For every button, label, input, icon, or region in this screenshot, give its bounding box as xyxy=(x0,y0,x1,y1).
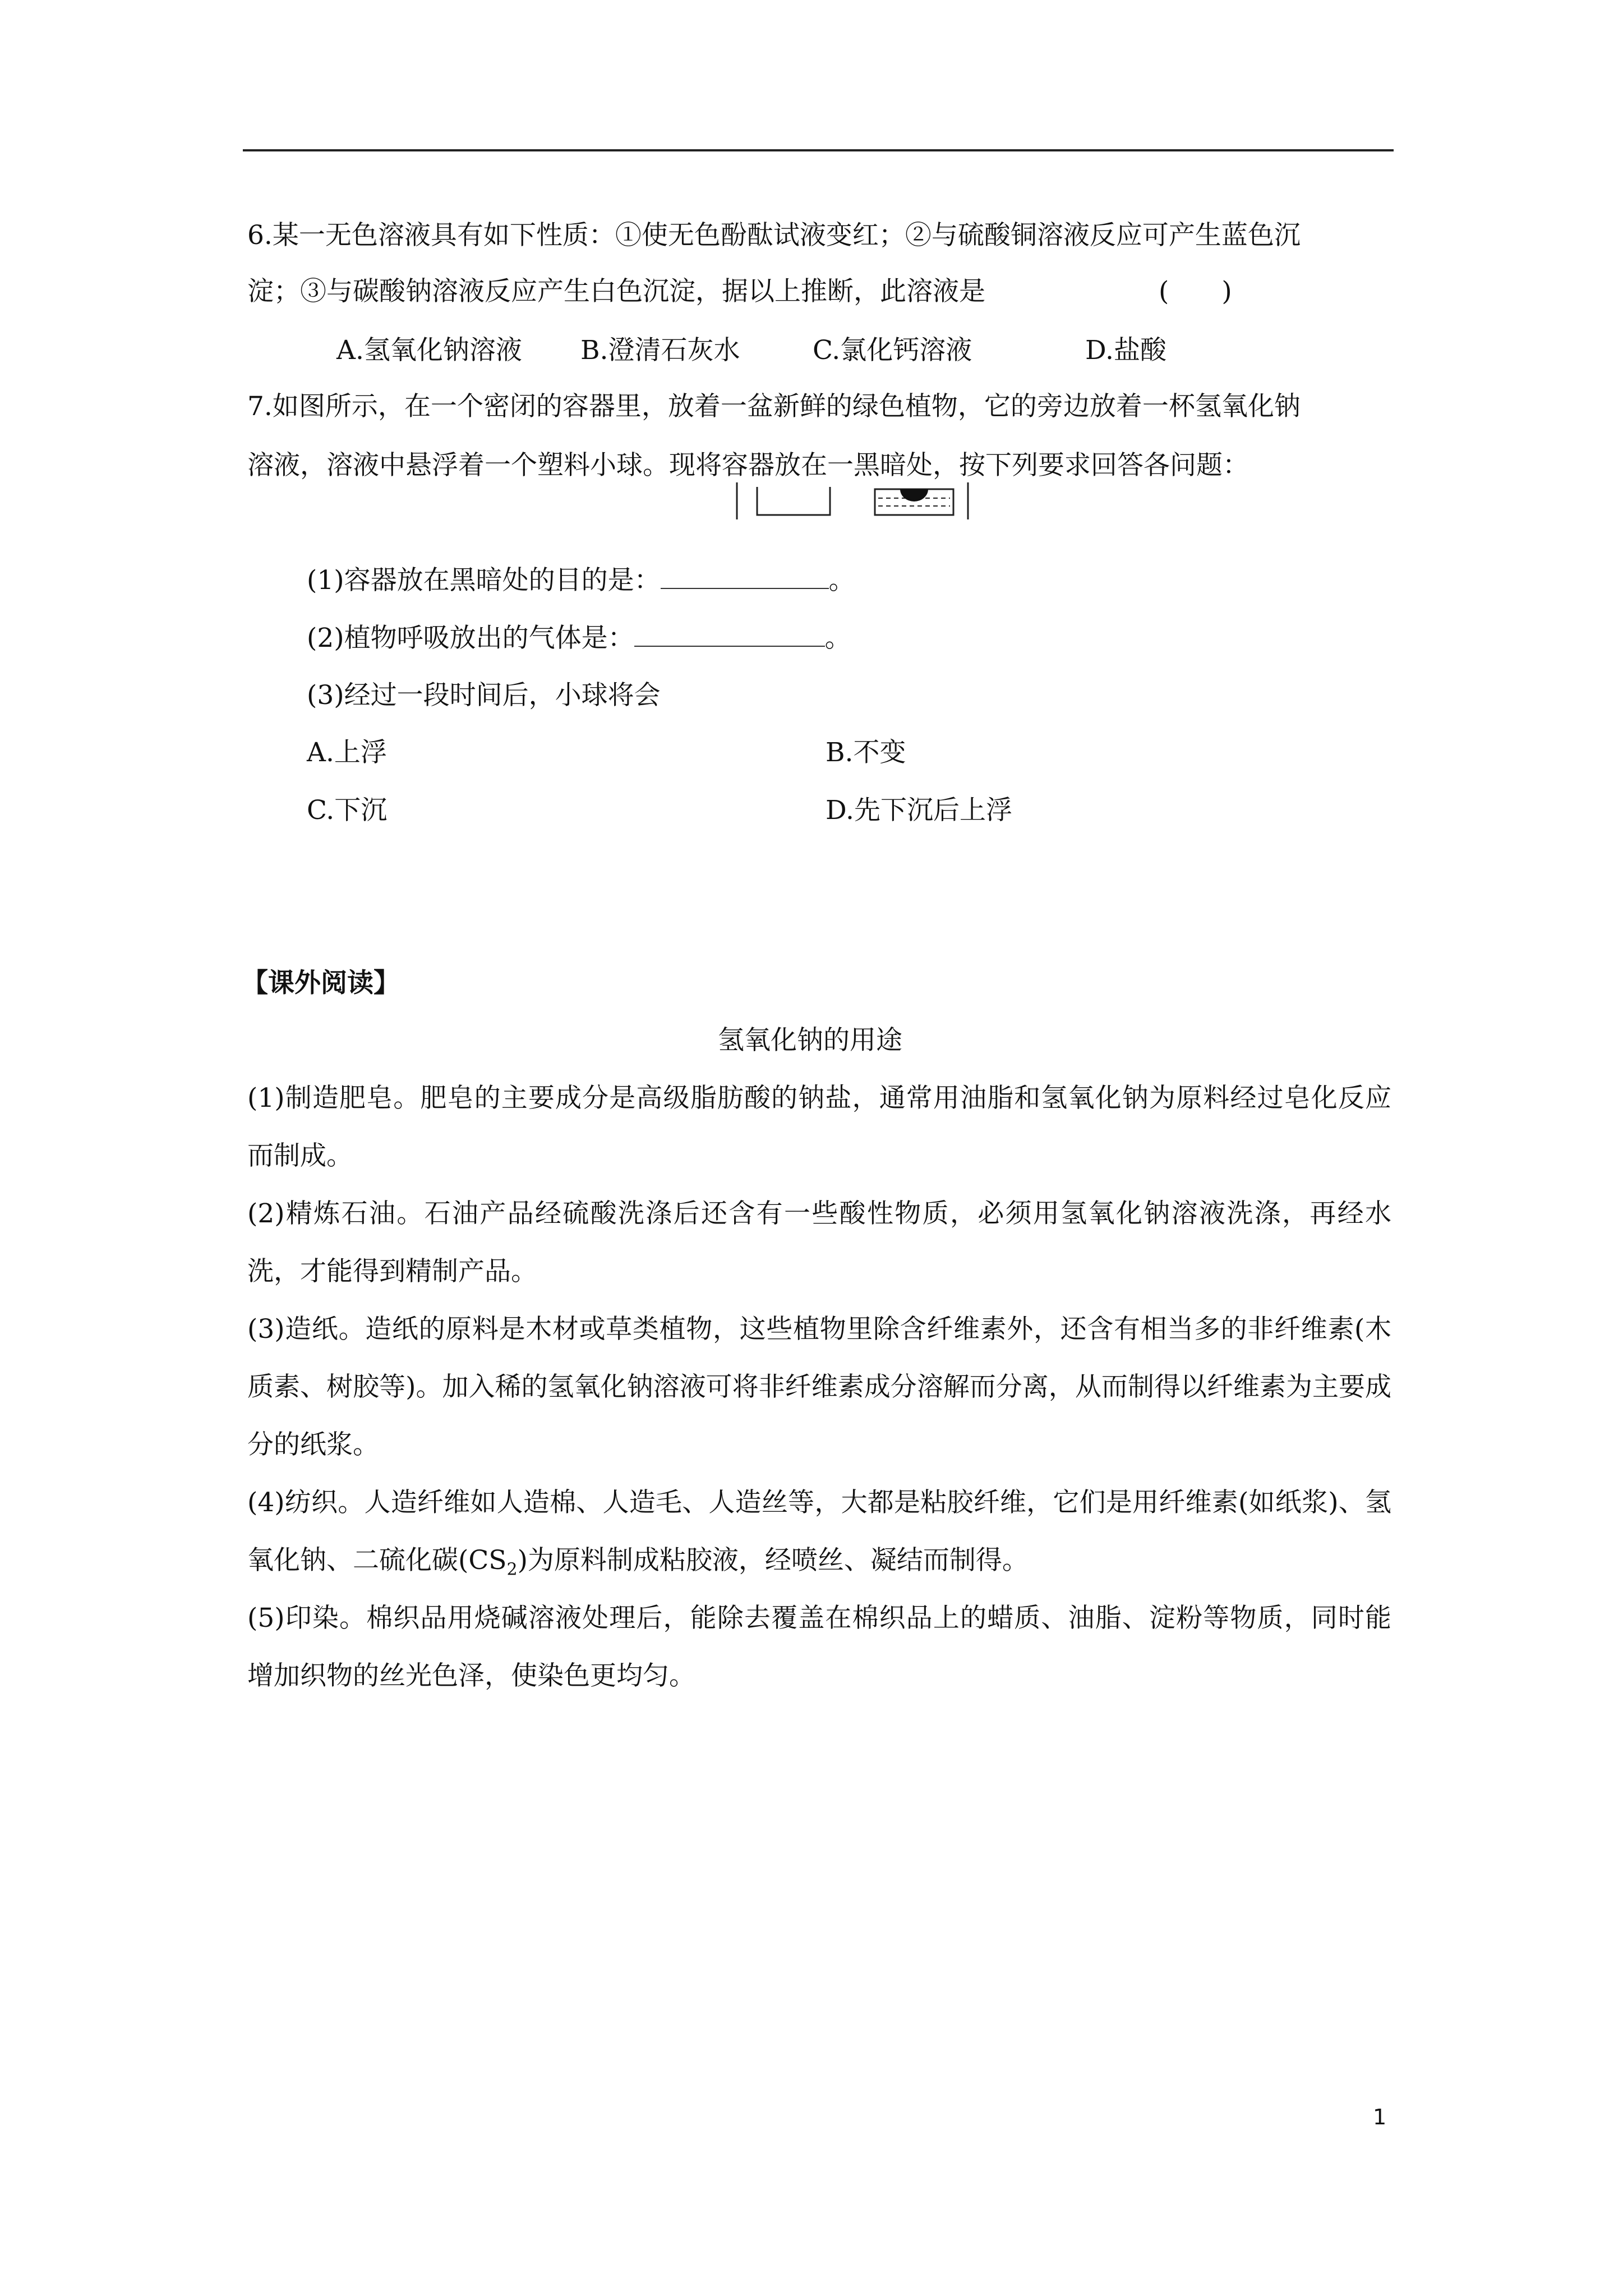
reading-paragraph-5: (5)印染。棉织品用烧碱溶液处理后，能除去覆盖在棉织品上的蜡质、油脂、淀粉等物质，同时能增加织物的丝光色泽，使染色更均匀。 xyxy=(247,1603,1391,1691)
reading-paragraph-4 xyxy=(247,1474,1391,1598)
reading-paragraph-1: (1)制造肥皂。肥皂的主要成分是高级脂肪酸的钠盐，通常用油脂和氢氧化钠为原料经过皂化反应而制成。 xyxy=(247,1083,1391,1171)
q7-sub1-end: 。 xyxy=(828,565,855,596)
q6-option-c: C.氯化钙溶液 xyxy=(813,335,972,366)
q7-sub2-text: (2)植物呼吸放出的气体是： xyxy=(307,623,634,654)
q7-line2: 溶液，溶液中悬浮着一个塑料小球。现将容器放在一黑暗处，按下列要求回答各问题： xyxy=(247,450,1249,481)
q7-line1: 7.如图所示，在一个密闭的容器里，放着一盆新鲜的绿色植物，它的旁边放着一杯氢氧化钠 xyxy=(247,391,1301,422)
q7-sub1 xyxy=(307,564,855,597)
reading-paragraph-4-a: (4)纺织。人造纤维如人造棉、人造毛、人造丝等，大都是粘胶纤维，它们是用纤维素(如纸浆)、氢氧化钠、二硫化碳(CS xyxy=(247,1487,1391,1576)
q7-option-a: A.上浮 xyxy=(307,737,387,768)
q6-answer-paren: ( ) xyxy=(1159,276,1232,307)
q7-option-b: B.不变 xyxy=(826,737,906,768)
plastic-ball xyxy=(900,489,928,501)
header-rule xyxy=(243,149,1394,151)
q7-sub1-blank xyxy=(661,565,829,589)
q6-option-b: B.澄清石灰水 xyxy=(580,335,740,366)
reading-paragraph-4-subscript: 2 xyxy=(506,1559,518,1580)
q6-option-d: D.盐酸 xyxy=(1085,335,1166,366)
q6-option-a: A.氢氧化钠溶液 xyxy=(336,335,522,366)
q7-sub2-blank xyxy=(634,623,825,647)
q7-sub2-end: 。 xyxy=(824,623,851,654)
q6-line1: 6.某一无色溶液具有如下性质：①使无色酚酞试液变红；②与硫酸铜溶液反应可产生蓝色沉 xyxy=(247,220,1301,251)
q7-sub3: (3)经过一段时间后，小球将会 xyxy=(307,680,661,711)
q7-option-c: C.下沉 xyxy=(307,795,388,826)
q7-sub2 xyxy=(307,622,851,655)
q6-line2: 淀；③与碳酸钠溶液反应产生白色沉淀，据以上推断，此溶液是 xyxy=(247,276,985,307)
reading-title: 氢氧化钠的用途 xyxy=(718,1025,902,1056)
page-number: 1 xyxy=(1373,2105,1387,2129)
q7-option-d: D.先下沉后上浮 xyxy=(826,795,1012,826)
reading-paragraph-4-b: )为原料制成粘胶液，经喷丝、凝结而制得。 xyxy=(517,1545,1029,1576)
reading-paragraph-3: (3)造纸。造纸的原料是木材或草类植物，这些植物里除含纤维素外，还含有相当多的非纤维素(木质素、树胶等)。加入稀的氢氧化钠溶液可将非纤维素成分溶解而分离，从而制得以纤维素为主要成分的纸浆。 xyxy=(247,1314,1391,1460)
reading-paragraph-2: (2)精炼石油。石油产品经硫酸洗涤后还含有一些酸性物质，必须用氢氧化钠溶液洗涤，再经水洗，才能得到精制产品。 xyxy=(247,1198,1391,1287)
plant-pot-outline xyxy=(757,487,830,515)
reading-section-label: 【课外阅读】 xyxy=(242,968,400,999)
q7-sub1-text: (1)容器放在黑暗处的目的是： xyxy=(307,565,661,596)
container-figure xyxy=(735,481,970,522)
